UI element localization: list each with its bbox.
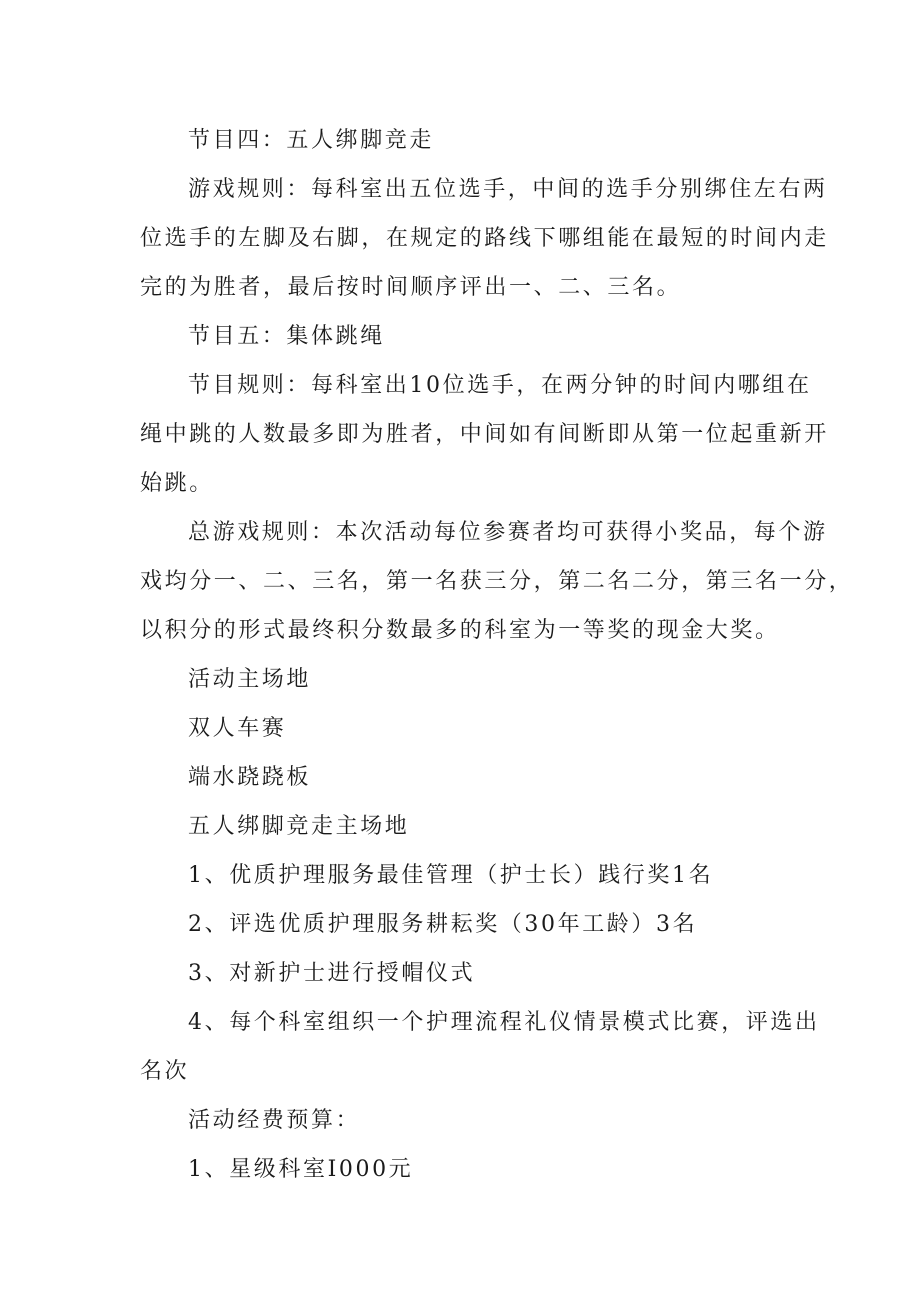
list-item-budget-1: 1、星级科室I000元 — [188, 1157, 414, 1182]
list-item-capping-ceremony: 3、对新护士进行授帽仪式 — [188, 961, 476, 986]
heading-program-four: 节目四：五人绑脚竞走 — [188, 128, 435, 153]
text-line-rules-four-2: 位选手的左脚及右脚，在规定的路线下哪组能在最短的时间内走 — [140, 226, 829, 251]
text-line-general-rules-3: 以积分的形式最终积分数最多的科室为一等奖的现金大奖。 — [140, 618, 780, 643]
text-line-rules-four-3: 完的为胜者，最后按时间顺序评出一、二、三名。 — [140, 275, 682, 300]
text-line-general-rules-1: 总游戏规则：本次活动每位参赛者均可获得小奖品，每个游 — [188, 520, 828, 545]
list-item-etiquette-contest-1: 4、每个科室组织一个护理流程礼仪情景模式比赛，评选出 — [188, 1010, 820, 1035]
text-line-rules-five-1: 节目规则：每科室出10位选手，在两分钟的时间内哪组在 — [188, 373, 812, 398]
heading-program-five: 节目五：集体跳绳 — [188, 324, 385, 349]
list-item-award-2: 2、评选优质护理服务耕耘奖（30年工龄）3名 — [188, 912, 698, 937]
text-line-rules-five-3: 始跳。 — [140, 471, 214, 496]
heading-budget: 活动经费预算： — [188, 1108, 361, 1133]
text-line-five-person-venue: 五人绑脚竞走主场地 — [188, 814, 410, 839]
text-line-rules-five-2: 绳中跳的人数最多即为胜者，中间如有间断即从第一位起重新开 — [140, 422, 829, 447]
text-line-main-venue: 活动主场地 — [188, 667, 312, 692]
text-line-general-rules-2: 戏均分一、二、三名，第一名获三分，第二名二分，第三名一分， — [140, 569, 854, 594]
text-line-rules-four-1: 游戏规则：每科室出五位选手，中间的选手分别绑住左右两 — [188, 177, 828, 202]
list-item-award-1: 1、优质护理服务最佳管理（护士长）践行奖1名 — [188, 863, 714, 888]
document-body — [140, 116, 854, 1194]
list-item-etiquette-contest-2: 名次 — [140, 1059, 190, 1084]
text-line-tandem-race: 双人车赛 — [188, 716, 287, 741]
text-line-seesaw: 端水跷跷板 — [188, 765, 312, 790]
